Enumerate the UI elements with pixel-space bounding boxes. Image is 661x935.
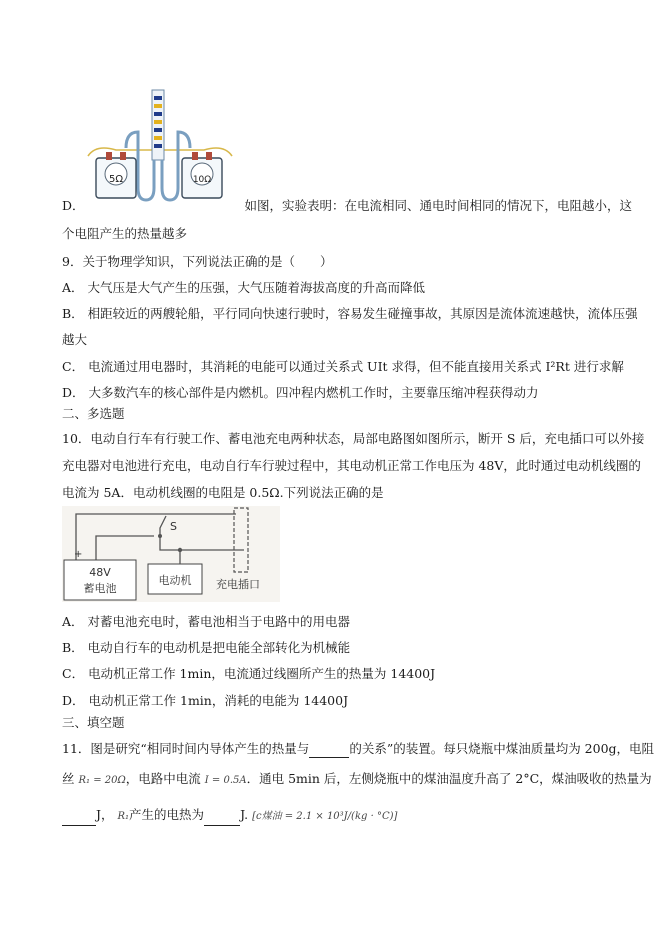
q11-line1: 11．图是研究“相同时间内导体产生的热量与 的关系”的装置。每只烧瓶中煤油质量均为 200g，电阻	[62, 741, 655, 756]
left-resistor-label: 5Ω	[108, 174, 124, 185]
q9-option-b: B． 相距较近的两艘轮船，平行同向快速行驶时，容易发生碰撞事故，其原因是流体流速越快，流体压强	[62, 306, 638, 321]
section-fill-blank: 三、填空题	[62, 715, 125, 730]
motor-label: 电动机	[158, 574, 192, 587]
q10-option-b: B． 电动自行车的电动机是把电能全部转化为机械能	[62, 640, 351, 655]
q11-r1-formula: R₁ = 20Ω	[78, 775, 126, 786]
switch-label: S	[170, 520, 177, 533]
section-multi-choice: 二、多选题	[62, 406, 125, 421]
q8-option-d-text: 如图，实验表明：在电流相同、通电时间相同的情况下，电阻越小，这	[244, 198, 633, 213]
q11-line2: 丝 R₁ = 20Ω，电路中电流 I = 0.5A．通电 5min 后，左侧烧瓶中的煤油温度升高了 2°C，煤油吸收的热量为	[62, 771, 652, 786]
q8-option-d-letter: D．	[62, 198, 85, 213]
q10-option-a: A． 对蓄电池充电时，蓄电池相当于电路中的用电器	[62, 614, 351, 629]
u-tube-column	[152, 90, 164, 160]
q11-blank-1[interactable]	[309, 743, 349, 758]
heating-experiment-figure	[86, 88, 234, 208]
q11-blank-3[interactable]	[204, 811, 240, 826]
q9-option-b-cont: 越大	[62, 332, 88, 347]
q11-line3: J， R₁产生的电热为 J. [c煤油 = 2.1 × 10³J/(kg · °C)]	[62, 806, 397, 826]
q9-option-d: D． 大多数汽车的核心部件是内燃机。四冲程内燃机工作时，主要靠压缩冲程获得动力	[62, 385, 539, 400]
q10-stem-line3: 电流为 5A．电动机线圈的电阻是 0.5Ω.下列说法正确的是	[62, 485, 384, 500]
q9-option-c: C． 电流通过用电器时，其消耗的电能可以通过关系式 UIt 求得，但不能直接用关系式 I²Rt 进行求解	[62, 359, 624, 374]
q11-specific-heat: [c煤油 = 2.1 × 10³J/(kg · °C)]	[252, 811, 398, 822]
q10-option-d: D． 电动机正常工作 1min，消耗的电能为 14400J	[62, 693, 349, 708]
circuit-diagram	[62, 506, 280, 602]
q11-current-formula: I = 0.5A	[204, 775, 247, 786]
q8-option-d-line2: 个电阻产生的热量越多	[62, 226, 188, 241]
q9-option-a: A． 大气压是大气产生的压强，大气压随着海拔高度的升高而降低	[62, 280, 426, 295]
battery-voltage: 48V	[89, 566, 111, 579]
socket-label: 充电插口	[216, 578, 260, 591]
q10-stem-line1: 10．电动自行车有行驶工作、蓄电池充电两种状态，局部电路图如图所示，断开 S 后，充电插口可以外接	[62, 431, 645, 446]
q9-stem: 9．关于物理学知识，下列说法正确的是（ ）	[62, 254, 333, 269]
battery-label: 蓄电池	[83, 582, 117, 595]
q10-option-c: C． 电动机正常工作 1min，电流通过线圈所产生的热量为 14400J	[62, 666, 436, 681]
q8-option-d-line1	[62, 197, 632, 215]
right-resistor-label: 10Ω	[192, 175, 212, 185]
q10-stem-line2: 充电器对电池进行充电，电动自行车行驶过程中，其电动机正常工作电压为 48V，此时通过电动机线圈的	[62, 458, 641, 473]
q11-blank-2[interactable]	[62, 811, 96, 826]
battery-plus: +	[74, 549, 83, 560]
